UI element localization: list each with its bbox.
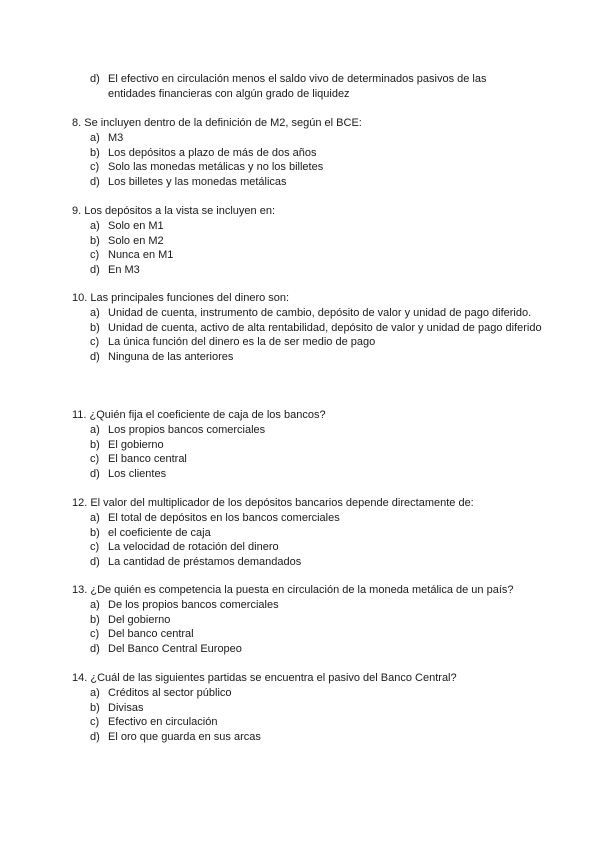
option-text: En M3	[108, 263, 140, 276]
question-title: 14. ¿Cuál de las siguientes partidas se encuentra el pasivo del Banco Central?	[72, 672, 457, 684]
option-text: La cantidad de préstamos demandados	[108, 555, 302, 568]
option-text: Nunca en M1	[108, 249, 174, 262]
option-letter: c)	[90, 336, 100, 349]
question-title: 9. Los depósitos a la vista se incluyen en:	[72, 205, 276, 217]
option-d	[72, 175, 542, 190]
option-d	[72, 555, 542, 570]
option-text: El oro que guarda en sus arcas	[108, 730, 261, 743]
option-b	[72, 526, 542, 541]
question-8	[72, 116, 542, 189]
option-letter: a)	[90, 220, 100, 232]
option-a	[72, 306, 542, 321]
option-a	[72, 686, 542, 701]
option-a	[72, 511, 542, 526]
option-text: El banco central	[108, 453, 187, 466]
option-text: Divisas	[108, 701, 144, 714]
option-text: Unidad de cuenta, instrumento de cambio, depósito de valor y unidad de pago diferido.	[108, 307, 532, 319]
option-text: M3	[108, 132, 124, 144]
question-title: 8. Se incluyen dentro de la definición de M2, según el BCE:	[72, 117, 362, 129]
option-text: Solo en M1	[108, 220, 164, 232]
option-letter: a)	[90, 687, 100, 699]
question-14	[72, 671, 542, 744]
question-title: 11. ¿Quién fija el coeficiente de caja de los bancos?	[72, 409, 326, 421]
option-text: Ninguna de las anteriores	[108, 350, 234, 363]
option-letter: d)	[90, 555, 100, 568]
option-letter: b)	[90, 701, 100, 714]
option-letter: d)	[90, 350, 100, 363]
option-letter: b)	[90, 526, 100, 539]
option-text: Créditos al sector público	[108, 687, 232, 699]
option-letter: c)	[90, 716, 100, 729]
option-letter: b)	[90, 438, 100, 451]
option-text: Del gobierno	[108, 613, 171, 626]
option-d	[72, 730, 542, 745]
option-letter: c)	[90, 249, 100, 262]
option-c	[72, 540, 542, 555]
option-letter: b)	[90, 146, 100, 159]
option-d	[90, 72, 530, 101]
option-c	[72, 452, 542, 467]
option-letter: c)	[90, 628, 100, 641]
option-text: El efectivo en circulación menos el saldo vivo de determinados pasivos de las entidades financieras con algún grado de liquidez	[108, 73, 487, 100]
option-letter: d)	[90, 73, 100, 85]
option-text: Los clientes	[108, 467, 167, 480]
option-b	[72, 613, 542, 628]
option-letter: d)	[90, 467, 100, 480]
option-letter: b)	[90, 613, 100, 626]
option-a	[72, 219, 542, 234]
question-13	[72, 583, 542, 656]
option-letter: a)	[90, 132, 100, 144]
option-a	[72, 131, 542, 146]
question-11	[72, 408, 542, 481]
option-text: el coeficiente de caja	[108, 526, 211, 539]
option-text: El total de depósitos en los bancos comerciales	[108, 512, 340, 524]
option-d	[72, 350, 542, 365]
option-letter: d)	[90, 175, 100, 188]
option-text: Del banco central	[108, 628, 194, 641]
question-10	[72, 291, 542, 364]
option-text: Solo las monedas metálicas y no los billetes	[108, 161, 324, 174]
question-title: 12. El valor del multiplicador de los depósitos bancarios depende directamente de:	[72, 497, 474, 509]
option-letter: a)	[90, 599, 100, 611]
option-letter: c)	[90, 541, 100, 554]
option-c	[72, 248, 542, 263]
option-letter: b)	[90, 234, 100, 247]
option-letter: a)	[90, 424, 100, 436]
option-letter: b)	[90, 321, 100, 334]
option-text: Los billetes y las monedas metálicas	[108, 175, 287, 188]
question-12	[72, 496, 542, 569]
option-a	[72, 423, 542, 438]
option-letter: d)	[90, 642, 100, 655]
option-letter: a)	[90, 307, 100, 319]
question-title: 10. Las principales funciones del dinero son:	[72, 292, 290, 304]
option-letter: d)	[90, 730, 100, 743]
option-d	[72, 263, 542, 278]
option-letter: d)	[90, 263, 100, 276]
option-text: Unidad de cuenta, activo de alta rentabilidad, depósito de valor y unidad de pago diferido	[108, 321, 542, 334]
option-text: La única función del dinero es la de ser medio de pago	[108, 336, 376, 349]
option-text: Los propios bancos comerciales	[108, 424, 266, 436]
option-d	[72, 467, 542, 482]
option-a	[72, 598, 542, 613]
question-title: 13. ¿De quién es competencia la puesta en circulación de la moneda metálica de un país?	[72, 584, 514, 596]
option-b	[72, 701, 542, 716]
option-text: Solo en M2	[108, 234, 164, 247]
option-c	[72, 160, 542, 175]
option-c	[72, 335, 542, 350]
option-text: Del Banco Central Europeo	[108, 642, 242, 655]
option-text: Efectivo en circulación	[108, 716, 218, 729]
option-text: De los propios bancos comerciales	[108, 599, 279, 611]
option-b	[72, 438, 542, 453]
option-text: La velocidad de rotación del dinero	[108, 541, 279, 554]
option-text: El gobierno	[108, 438, 164, 451]
question-9	[72, 204, 542, 277]
option-c	[72, 715, 542, 730]
option-b	[72, 321, 542, 336]
option-letter: c)	[90, 453, 100, 466]
option-letter: c)	[90, 161, 100, 174]
option-text: Los depósitos a plazo de más de dos años	[108, 146, 317, 159]
option-d	[72, 642, 542, 657]
option-b	[72, 234, 542, 249]
option-c	[72, 627, 542, 642]
option-letter: a)	[90, 512, 100, 524]
continued-option	[90, 72, 530, 101]
option-b	[72, 146, 542, 161]
